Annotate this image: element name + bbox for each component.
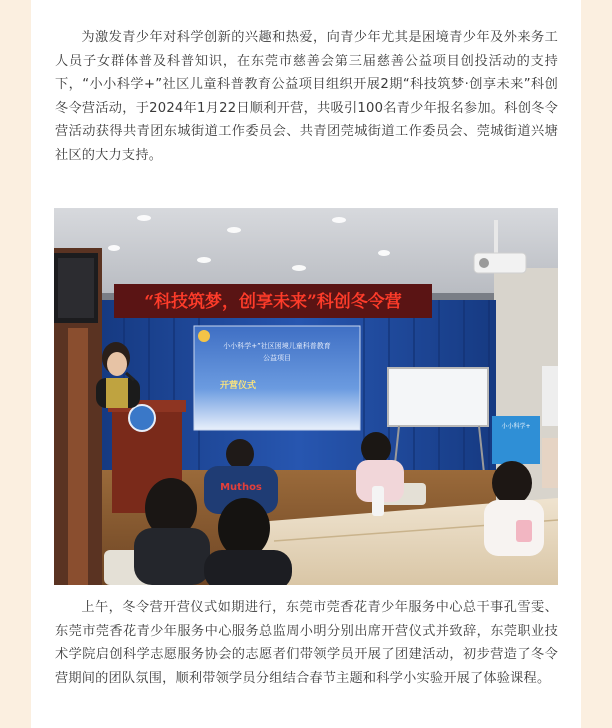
svg-text:小小科学+”社区困境儿童科普教育: 小小科学+”社区困境儿童科普教育: [223, 342, 331, 350]
svg-text:公益项目: 公益项目: [263, 354, 291, 362]
whiteboard: [388, 368, 488, 426]
svg-text:小小科学+: 小小科学+: [501, 423, 531, 430]
banner-text: “科技筑梦，创享未来”科创冬令营: [144, 292, 402, 312]
article-paragraph-ceremony: 上午，冬令营开营仪式如期进行，东莞市莞香花青少年服务中心总干事孔雪雯、东莞市莞香花青少年服务中心服务总监周小明分别出席开营仪式并致辞，东莞职业技术学院启创科学志愿服务协会的志愿者们带领学员开展了团建活动，初步营造了冬令营期间的团队氛围，顺利带领学员分组结合春节主题和科学小实验开展了体验课程。: [55, 600, 558, 686]
article-paragraph-intro: 为激发青少年对科学创新的兴趣和热爱，向青少年尤其是困境青少年及外来务工人员子女群体普及科普知识，在东莞市慈善会第三届慈善公益项目创投活动的支持下，“小小科学+”社区儿童科普教育公益项目组织开展2期“科技筑梦·创享未来”科创冬令营活动，于2024年1月22日顺利开营，共吸引100名青少年报名参加。科创冬令营活动获得共青团东城街道工作委员会、共青团莞城街道工作委员会、莞城街道兴塘社区的大力支持。: [55, 30, 558, 163]
article-page: [31, 0, 581, 728]
svg-text:开营仪式: 开营仪式: [219, 381, 257, 391]
event-photo: [54, 208, 558, 585]
svg-text:Muthos: Muthos: [220, 482, 262, 493]
